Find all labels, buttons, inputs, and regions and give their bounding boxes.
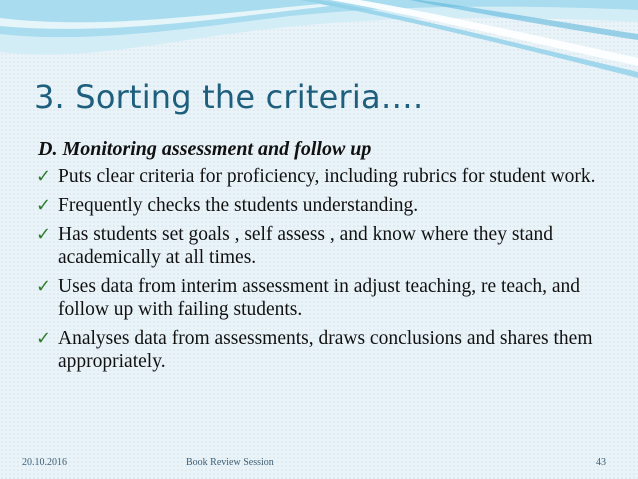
list-item-text: Uses data from interim assessment in adjust teaching, re teach, and follow up with failing students. [58,276,581,320]
list-item-text: Analyses data from assessments, draws conclusions and shares them appropriately. [58,328,593,372]
footer-date: 20.10.2016 [22,457,67,468]
list-item [36,165,596,188]
list-item [36,194,596,217]
criteria-list [36,165,596,379]
list-item-text: Has students set goals , self assess , and know where they stand academically at all times. [58,224,553,268]
check-icon: ✓ [36,276,52,297]
list-item [36,327,596,373]
check-icon: ✓ [36,166,52,187]
list-item-text: Puts clear criteria for proficiency, including rubrics for student work. [58,166,596,187]
list-item-text: Frequently checks the students understanding. [58,195,419,216]
list-item [36,275,596,321]
header-wave-decoration [0,0,638,80]
section-subheading: D. Monitoring assessment and follow up [38,138,372,160]
check-icon: ✓ [36,328,52,349]
slide-title: 3. Sorting the criteria…. [34,78,424,116]
list-item [36,223,596,269]
page-number: 43 [596,457,606,468]
check-icon: ✓ [36,195,52,216]
check-icon: ✓ [36,224,52,245]
footer-label: Book Review Session [186,457,274,468]
